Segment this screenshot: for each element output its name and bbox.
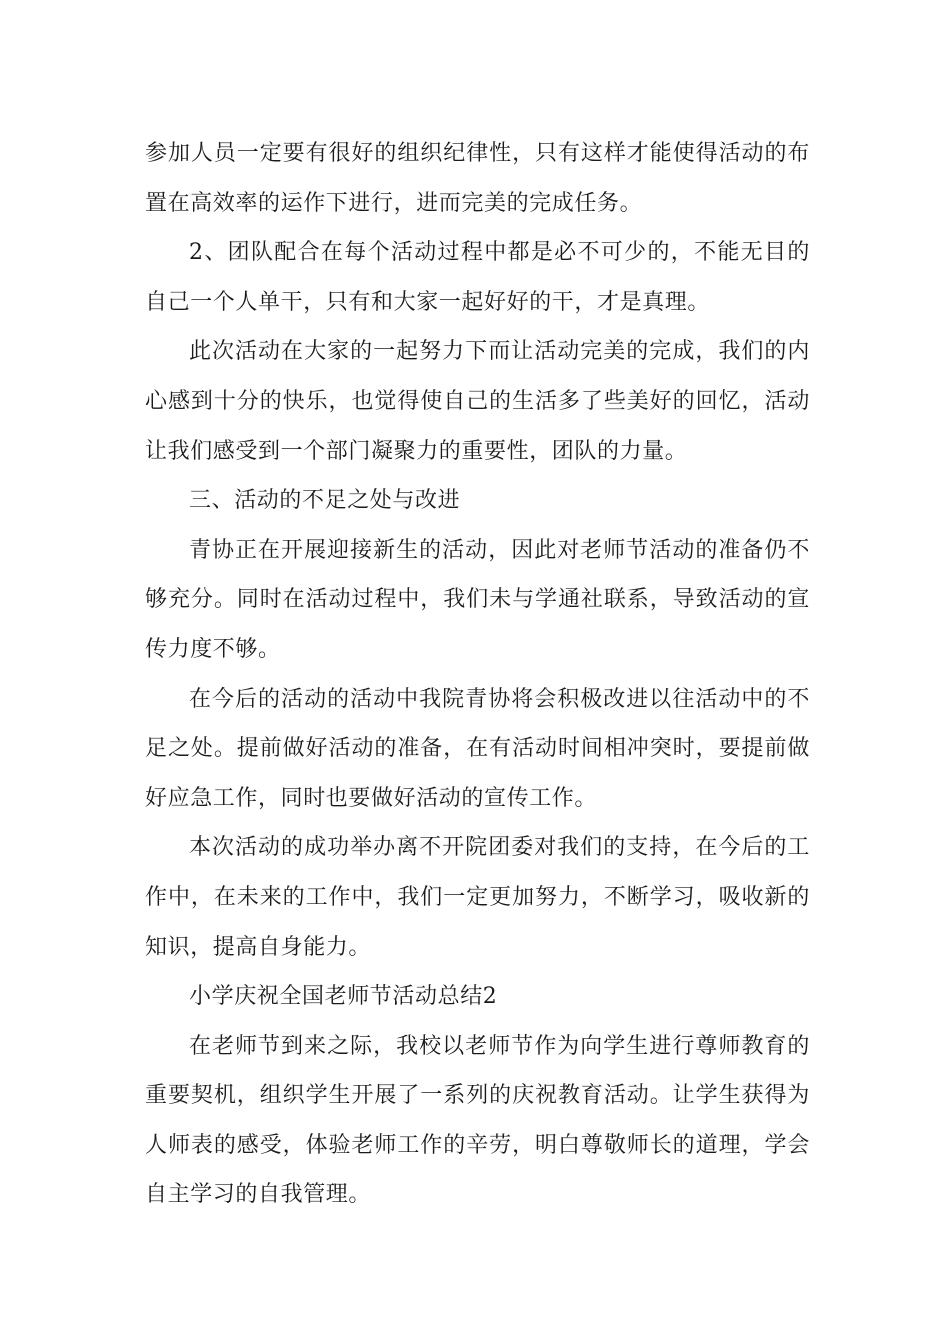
paragraph-completion: 此次活动在大家的一起努力下而让活动完美的完成，我们的内心感到十分的快乐，也觉得使自己的生活多了些美好的回忆，活动让我们感受到一个部门凝聚力的重要性，团队的力量。 <box>145 339 810 464</box>
paragraph-discipline: 参加人员一定要有很好的组织纪律性，只有这样才能使得活动的布置在高效率的运作下进行，进而完美的完成任务。 <box>145 141 810 216</box>
paragraph-teachers-day: 在老师节到来之际，我校以老师节作为向学生进行尊师教育的重要契机，组织学生开展了一系列的庆祝教育活动。让学生获得为人师表的感受，体验老师工作的辛劳，明白尊敬师长的道理，学会自主学习的自我管理。 <box>145 1033 810 1208</box>
paragraph-teamwork: 2、团队配合在每个活动过程中都是必不可少的，不能无目的自己一个人单干，只有和大家一起好好的干，才是真理。 <box>145 240 810 315</box>
section-heading-summary-2: 小学庆祝全国老师节活动总结2 <box>189 984 498 1010</box>
document-body <box>145 129 810 1220</box>
paragraph-improvement: 在今后的活动的活动中我院青协将会积极改进以往活动中的不足之处。提前做好活动的准备，在有活动时间相冲突时，要提前做好应急工作，同时也要做好活动的宣传工作。 <box>145 686 810 811</box>
paragraph-preparation: 青协正在开展迎接新生的活动，因此对老师节活动的准备仍不够充分。同时在活动过程中，我们未与学通社联系，导致活动的宣传力度不够。 <box>145 537 810 662</box>
paragraph-support: 本次活动的成功举办离不开院团委对我们的支持，在今后的工作中，在未来的工作中，我们一定更加努力，不断学习，吸收新的知识，提高自身能力。 <box>145 835 810 960</box>
section-heading-shortcomings: 三、活动的不足之处与改进 <box>189 488 461 514</box>
